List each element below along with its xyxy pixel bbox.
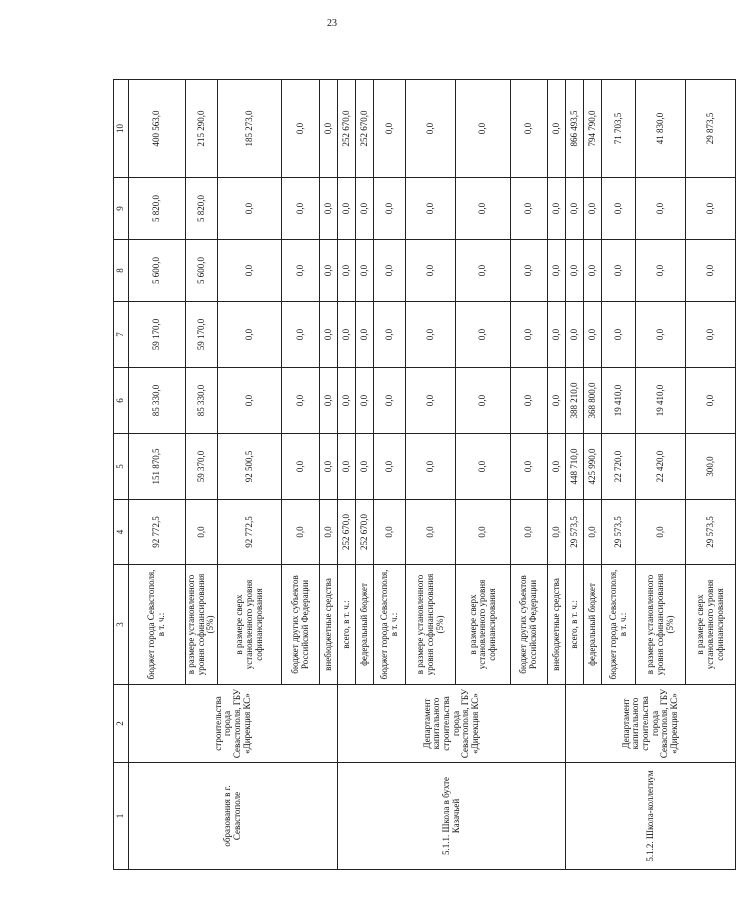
value-cell: 300,0 [686, 434, 736, 500]
funding-source-cell: бюджет других субъектов Российской Федерации [511, 565, 548, 685]
value-cell: 0,0 [406, 434, 456, 500]
value-cell: 0,0 [548, 302, 566, 368]
value-cell: 0,0 [338, 368, 356, 434]
value-cell: 0,0 [511, 368, 548, 434]
value-cell: 0,0 [320, 368, 338, 434]
funding-source-cell: внебюджетные средства [548, 565, 566, 685]
col-header: 5 [114, 434, 129, 500]
value-cell: 0,0 [356, 368, 374, 434]
col-header: 3 [114, 565, 129, 685]
value-cell: 368 800,0 [584, 368, 602, 434]
value-cell: 0,0 [320, 80, 338, 178]
value-cell: 0,0 [584, 500, 602, 565]
value-cell: 0,0 [456, 302, 511, 368]
value-cell: 0,0 [406, 240, 456, 302]
funding-source-cell: федеральный бюджет [584, 565, 602, 685]
value-cell: 252 670,0 [356, 80, 374, 178]
value-cell: 19 410,0 [636, 368, 686, 434]
value-cell: 0,0 [374, 500, 406, 565]
object-name-cell: 5.1.2. Школа-коллегиум [566, 763, 736, 870]
value-cell: 0,0 [686, 240, 736, 302]
value-cell: 0,0 [282, 500, 320, 565]
budget-table [113, 79, 736, 870]
value-cell: 0,0 [456, 178, 511, 240]
value-cell: 41 830,0 [636, 80, 686, 178]
value-cell: 0,0 [186, 500, 218, 565]
col-header: 9 [114, 178, 129, 240]
value-cell: 866 493,5 [566, 80, 584, 178]
value-cell: 0,0 [548, 80, 566, 178]
value-cell: 0,0 [406, 80, 456, 178]
value-cell: 92 772,5 [218, 500, 282, 565]
value-cell: 0,0 [511, 302, 548, 368]
value-cell: 252 670,0 [356, 500, 374, 565]
value-cell: 59 370,0 [186, 434, 218, 500]
value-cell: 185 273,0 [218, 80, 282, 178]
value-cell: 0,0 [320, 302, 338, 368]
value-cell: 0,0 [356, 240, 374, 302]
value-cell: 0,0 [636, 178, 686, 240]
value-cell: 5 600,0 [129, 240, 186, 302]
value-cell: 400 563,0 [129, 80, 186, 178]
value-cell: 29 573,5 [686, 500, 736, 565]
funding-source-cell: бюджет города Севастополя, в т. ч.: [374, 565, 406, 685]
value-cell: 19 410,0 [602, 368, 636, 434]
value-cell: 0,0 [338, 434, 356, 500]
value-cell: 0,0 [374, 434, 406, 500]
value-cell: 0,0 [374, 302, 406, 368]
value-cell: 0,0 [584, 178, 602, 240]
value-cell: 0,0 [374, 240, 406, 302]
value-cell: 0,0 [320, 500, 338, 565]
value-cell: 0,0 [584, 240, 602, 302]
col-header: 10 [114, 80, 129, 178]
value-cell: 59 170,0 [186, 302, 218, 368]
value-cell: 252 670,0 [338, 80, 356, 178]
value-cell: 0,0 [282, 80, 320, 178]
value-cell: 0,0 [356, 178, 374, 240]
value-cell: 0,0 [282, 178, 320, 240]
funding-source-cell: всего, в т. ч.: [566, 565, 584, 685]
value-cell: 0,0 [636, 240, 686, 302]
value-cell: 0,0 [218, 302, 282, 368]
col-header: 1 [114, 763, 129, 870]
page-number: 23 [327, 18, 337, 29]
value-cell: 215 290,0 [186, 80, 218, 178]
value-cell: 0,0 [406, 500, 456, 565]
table-row [129, 80, 186, 870]
value-cell: 0,0 [406, 368, 456, 434]
value-cell: 0,0 [548, 240, 566, 302]
value-cell: 0,0 [374, 178, 406, 240]
value-cell: 0,0 [320, 434, 338, 500]
funding-source-cell: в размере сверх установленного уровня софинансирования [686, 565, 736, 685]
value-cell: 29 573,5 [566, 500, 584, 565]
value-cell: 252 670,0 [338, 500, 356, 565]
table-row [566, 80, 584, 870]
value-cell: 0,0 [282, 240, 320, 302]
executor-cell: Департамент капитального строительства города Севастополя, ГБУ «Дирекция КС» [566, 685, 736, 763]
value-cell: 92 500,5 [218, 434, 282, 500]
value-cell: 0,0 [548, 434, 566, 500]
col-header: 2 [114, 685, 129, 763]
value-cell: 0,0 [456, 500, 511, 565]
value-cell: 0,0 [602, 302, 636, 368]
value-cell: 85 330,0 [186, 368, 218, 434]
header-row [114, 80, 129, 870]
value-cell: 0,0 [406, 302, 456, 368]
col-header: 4 [114, 500, 129, 565]
value-cell: 0,0 [602, 240, 636, 302]
value-cell: 0,0 [374, 368, 406, 434]
value-cell: 0,0 [566, 302, 584, 368]
value-cell: 0,0 [218, 178, 282, 240]
value-cell: 0,0 [548, 368, 566, 434]
table-body [129, 80, 736, 870]
object-name-cell: 5.1.1. Школа в бухте Казачьей [338, 763, 566, 870]
value-cell: 0,0 [356, 302, 374, 368]
object-name-cell: образования в г. Севастополе [129, 763, 338, 870]
value-cell: 0,0 [511, 240, 548, 302]
funding-source-cell: в размере установленного уровня софинансирования (5%) [186, 565, 218, 685]
value-cell: 0,0 [356, 434, 374, 500]
value-cell: 151 870,5 [129, 434, 186, 500]
value-cell: 0,0 [218, 368, 282, 434]
value-cell: 0,0 [636, 302, 686, 368]
value-cell: 5 820,0 [129, 178, 186, 240]
value-cell: 0,0 [456, 240, 511, 302]
rotated-table-wrapper [113, 80, 725, 870]
value-cell: 22 720,0 [602, 434, 636, 500]
funding-source-cell: бюджет других субъектов Российской Федерации [282, 565, 320, 685]
value-cell: 5 600,0 [186, 240, 218, 302]
col-header: 8 [114, 240, 129, 302]
value-cell: 0,0 [282, 434, 320, 500]
value-cell: 0,0 [511, 434, 548, 500]
value-cell: 0,0 [338, 302, 356, 368]
value-cell: 0,0 [218, 240, 282, 302]
value-cell: 0,0 [456, 434, 511, 500]
value-cell: 92 772,5 [129, 500, 186, 565]
value-cell: 0,0 [584, 302, 602, 368]
funding-source-cell: в размере установленного уровня софинансирования (5%) [636, 565, 686, 685]
value-cell: 0,0 [548, 178, 566, 240]
value-cell: 0,0 [282, 368, 320, 434]
funding-source-cell: бюджет города Севастополя, в т. ч.: [602, 565, 636, 685]
value-cell: 0,0 [320, 178, 338, 240]
value-cell: 0,0 [456, 80, 511, 178]
value-cell: 0,0 [338, 178, 356, 240]
funding-source-cell: внебюджетные средства [320, 565, 338, 685]
executor-cell: Департамент капитального строительства города Севастополя, ГБУ «Дирекция КС» [338, 685, 566, 763]
value-cell: 0,0 [406, 178, 456, 240]
col-header: 6 [114, 368, 129, 434]
value-cell: 0,0 [374, 80, 406, 178]
executor-cell: строительства города Севастополя, ГБУ «Дирекция КС» [129, 685, 338, 763]
value-cell: 0,0 [636, 500, 686, 565]
value-cell: 0,0 [511, 178, 548, 240]
value-cell: 0,0 [602, 178, 636, 240]
value-cell: 0,0 [320, 240, 338, 302]
value-cell: 0,0 [566, 178, 584, 240]
value-cell: 5 820,0 [186, 178, 218, 240]
value-cell: 59 170,0 [129, 302, 186, 368]
funding-source-cell: в размере сверх установленного уровня софинансирования [218, 565, 282, 685]
value-cell: 0,0 [686, 302, 736, 368]
value-cell: 0,0 [511, 500, 548, 565]
value-cell: 71 703,5 [602, 80, 636, 178]
value-cell: 0,0 [338, 240, 356, 302]
funding-source-cell: бюджет города Севастополя, в т. ч.: [129, 565, 186, 685]
value-cell: 29 873,5 [686, 80, 736, 178]
table-row [338, 80, 356, 870]
value-cell: 448 710,0 [566, 434, 584, 500]
value-cell: 794 790,0 [584, 80, 602, 178]
value-cell: 0,0 [686, 178, 736, 240]
funding-source-cell: в размере сверх установленного уровня софинансирования [456, 565, 511, 685]
funding-source-cell: федеральный бюджет [356, 565, 374, 685]
value-cell: 85 330,0 [129, 368, 186, 434]
value-cell: 0,0 [548, 500, 566, 565]
value-cell: 0,0 [511, 80, 548, 178]
value-cell: 29 573,5 [602, 500, 636, 565]
funding-source-cell: в размере установленного уровня софинансирования (5%) [406, 565, 456, 685]
value-cell: 425 990,0 [584, 434, 602, 500]
value-cell: 388 210,0 [566, 368, 584, 434]
value-cell: 0,0 [686, 368, 736, 434]
funding-source-cell: всего, в т. ч.: [338, 565, 356, 685]
value-cell: 0,0 [282, 302, 320, 368]
col-header: 7 [114, 302, 129, 368]
value-cell: 0,0 [456, 368, 511, 434]
value-cell: 0,0 [566, 240, 584, 302]
value-cell: 22 420,0 [636, 434, 686, 500]
